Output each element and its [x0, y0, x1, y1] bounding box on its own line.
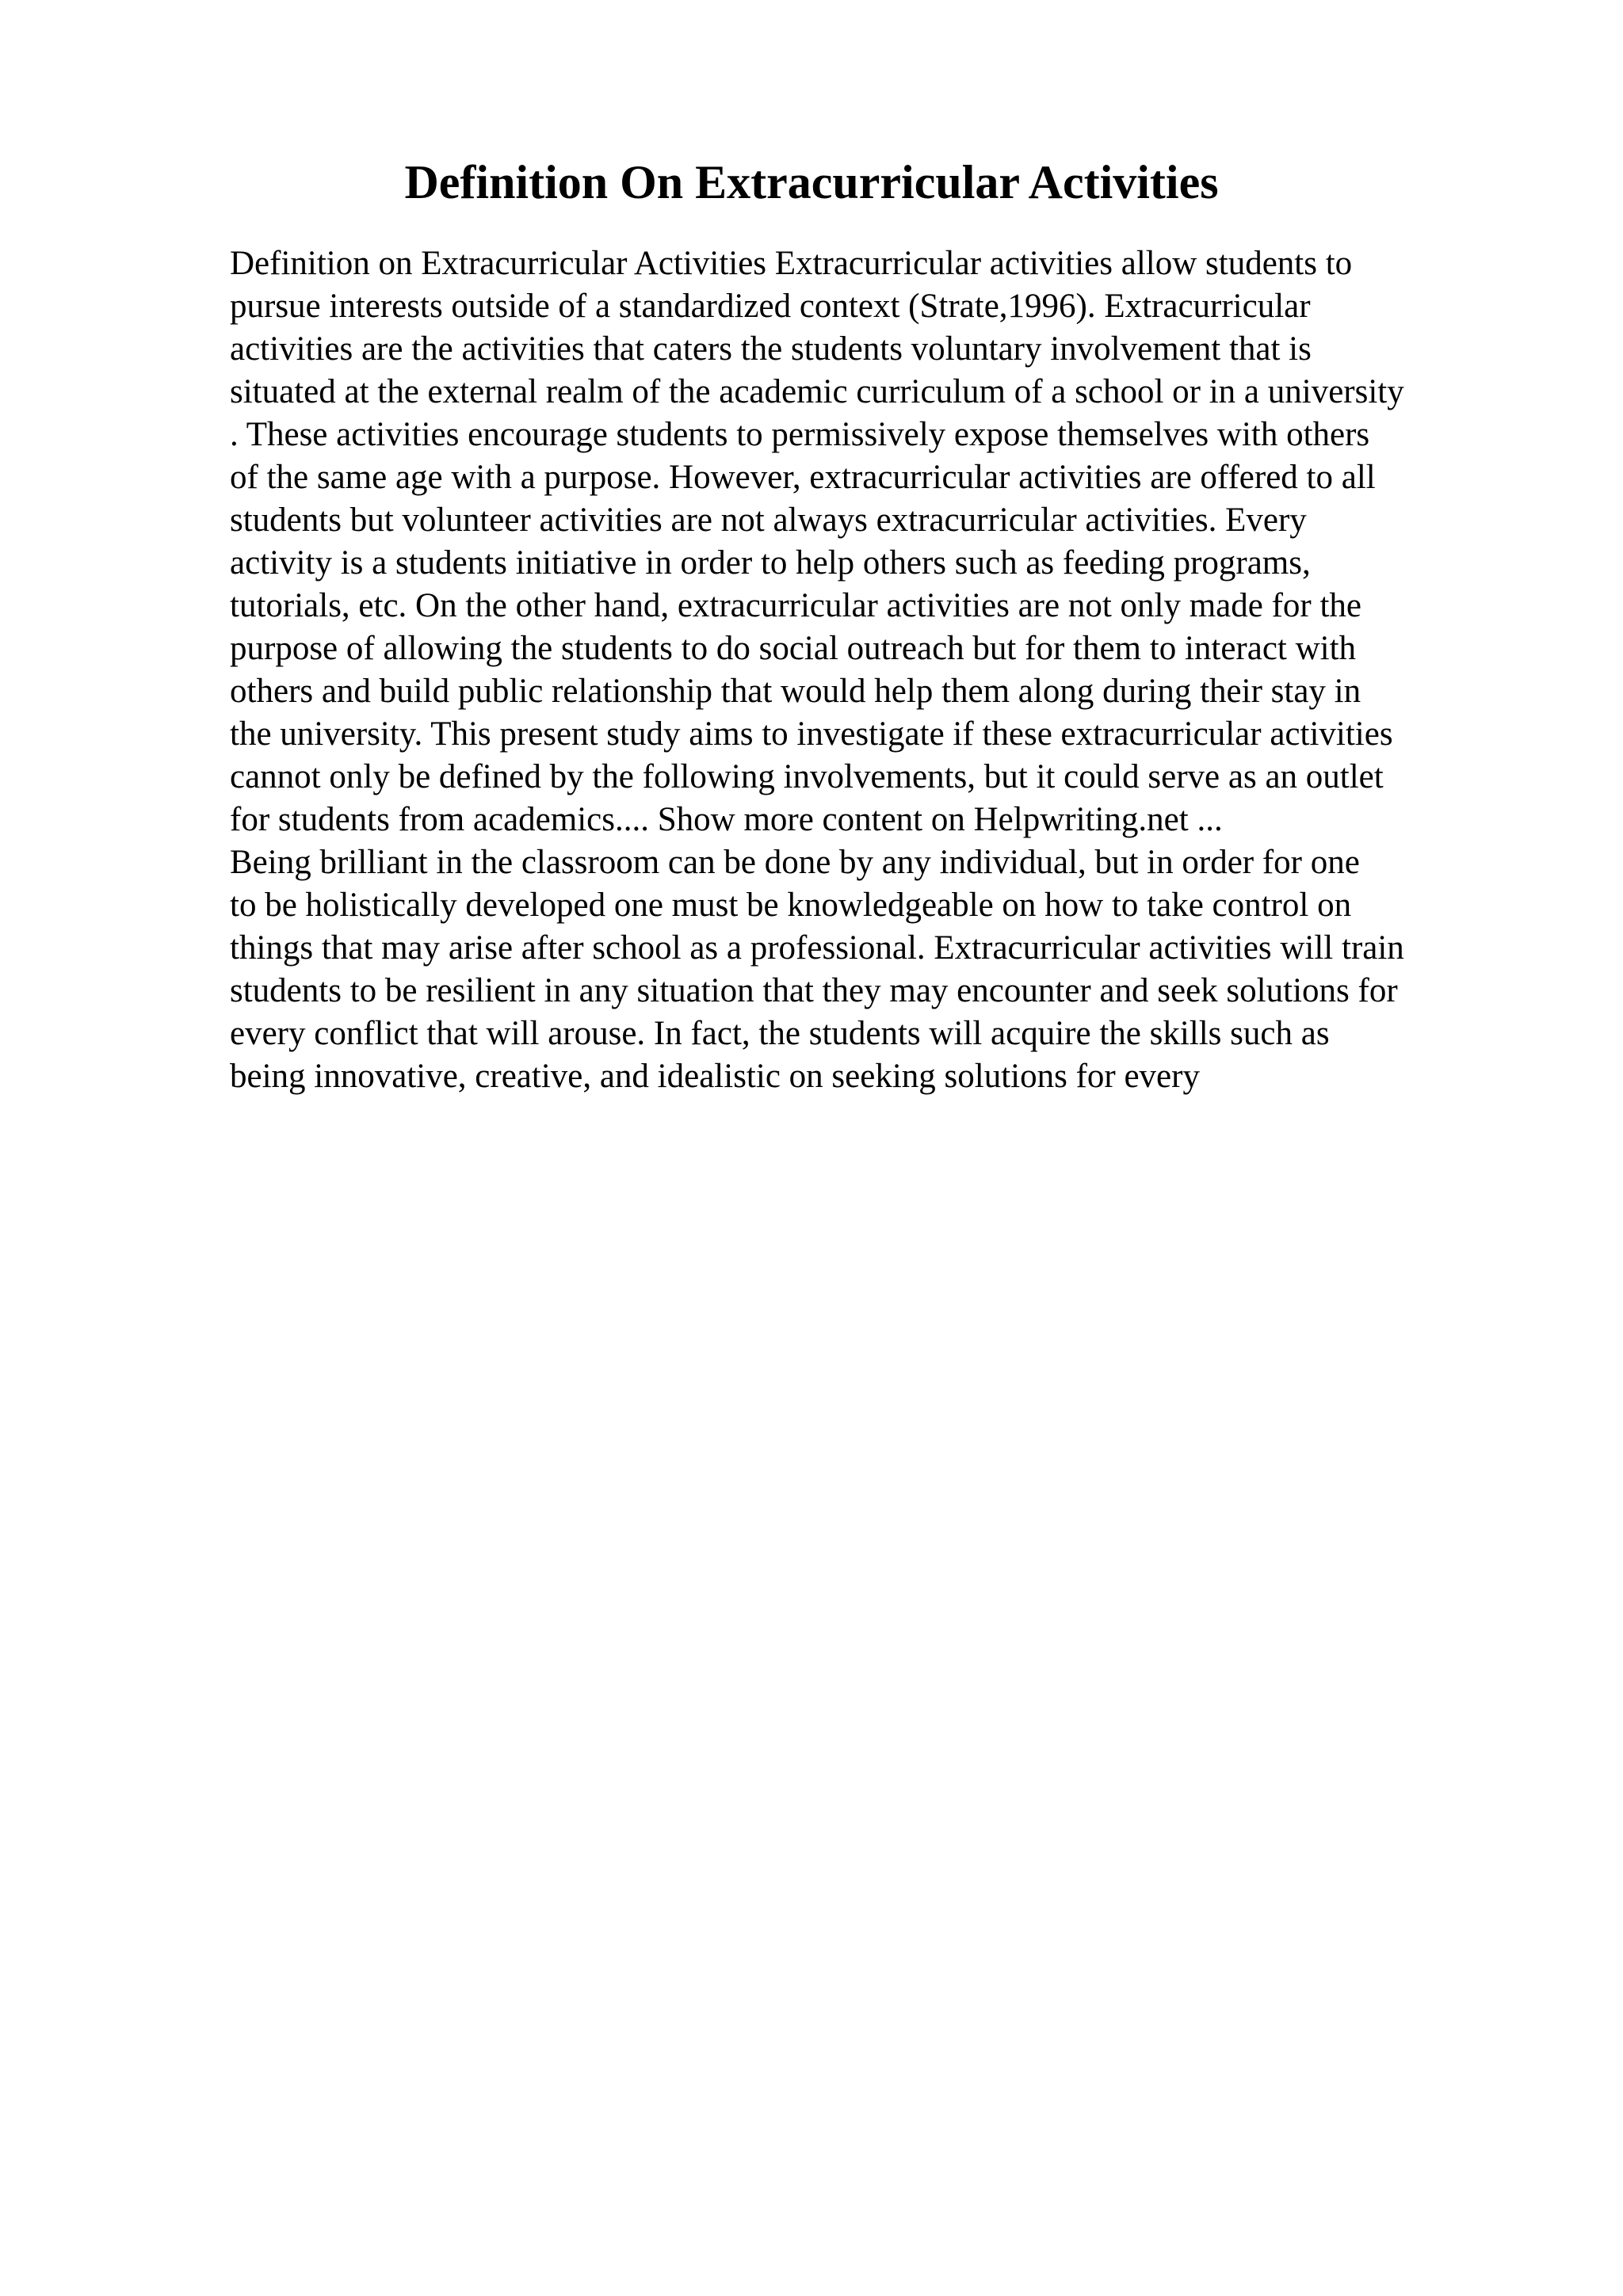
body-line: Being brilliant in the classroom can be done by any individual, but in order for one: [230, 844, 1360, 881]
body-line: the university. This present study aims to investigate if these extracurricular activities: [230, 715, 1393, 753]
body-line: to be holistically developed one must be knowledgeable on how to take control on: [230, 887, 1352, 924]
body-line: of the same age with a purpose. However, extracurricular activities are offered to all: [230, 459, 1376, 496]
body-line: things that may arise after school as a professional. Extracurricular activities will train: [230, 929, 1404, 967]
body-line: Definition on Extracurricular Activities Extracurricular activities allow students to: [230, 245, 1353, 282]
body-line: tutorials, etc. On the other hand, extracurricular activities are not only made for the: [230, 587, 1362, 624]
body-line: pursue interests outside of a standardized context (Strate,1996). Extracurricular: [230, 288, 1311, 325]
body-line: for students from academics.... Show more content on Helpwriting.net ...: [230, 801, 1223, 838]
body-line: every conflict that will arouse. In fact, the students will acquire the skills such as: [230, 1015, 1330, 1052]
body-line: cannot only be defined by the following involvements, but it could serve as an outlet: [230, 758, 1384, 795]
body-line: activity is a students initiative in order to help others such as feeding programs,: [230, 544, 1311, 582]
body-line: being innovative, creative, and idealistic on seeking solutions for every: [230, 1058, 1200, 1095]
document-body: [230, 242, 1561, 1098]
document-title: Definition On Extracurricular Activities: [404, 156, 1219, 208]
body-line: activities are the activities that caters the students voluntary involvement that is: [230, 330, 1312, 368]
body-line: purpose of allowing the students to do social outreach but for them to interact with: [230, 630, 1357, 667]
body-line: situated at the external realm of the academic curriculum of a school or in a university: [230, 373, 1404, 410]
body-line: students to be resilient in any situation that they may encounter and seek solutions for: [230, 972, 1398, 1009]
body-line: others and build public relationship that would help them along during their stay in: [230, 673, 1361, 710]
body-line: students but volunteer activities are not always extracurricular activities. Every: [230, 502, 1307, 539]
body-line: . These activities encourage students to permissively expose themselves with others: [230, 416, 1370, 453]
